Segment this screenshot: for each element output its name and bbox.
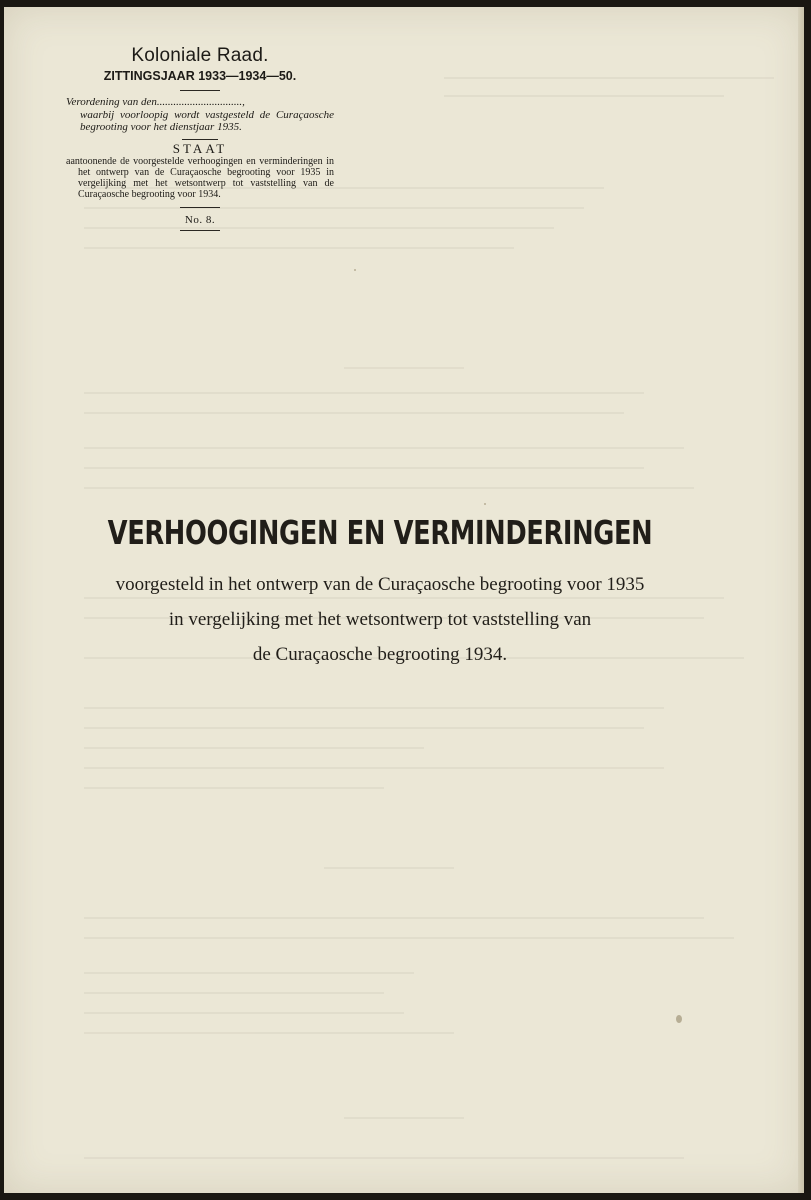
- subtitle-line-3: de Curaçaosche begrooting 1934.: [252, 644, 508, 665]
- divider: [182, 139, 218, 140]
- divider: [180, 90, 220, 91]
- ordinance-rest: waarbij voorloopig wordt vastgesteld de Curaçaosche begrooting voor het dienstjaar 1935.: [80, 108, 334, 133]
- divider: [180, 207, 220, 208]
- subtitle-line-1: voorgesteld in het ontwerp van de Curaçaosche begrooting voor 1935: [115, 574, 645, 595]
- document-page: [4, 7, 804, 1193]
- council-title: Koloniale Raad.: [131, 45, 269, 66]
- staat-title: STAAT: [172, 140, 228, 156]
- document-header: [66, 45, 334, 236]
- staat-description: aantoonende de voorgestelde verhoogingen en verminderingen in het ontwerp van de Curaçaosche begrooting voor 1935 in vergelijking met het wetsontwerp tot vaststelling van de Curaçaosche begrooting voor 1934.: [66, 155, 334, 200]
- session-year: ZITTINGSJAAR 1933—1934—50.: [103, 69, 297, 83]
- document-number: No. 8.: [184, 213, 216, 226]
- page-edge: [798, 7, 804, 1193]
- ordinance-text: [66, 96, 334, 134]
- main-heading: VERHOOGINGEN EN VERMINDERINGEN: [107, 513, 653, 552]
- ordinance-first-line: Verordening van den...............................,: [66, 96, 245, 108]
- divider: [180, 230, 220, 231]
- subtitle-line-2: in vergelijking met het wetsontwerp tot vaststelling van: [168, 609, 592, 630]
